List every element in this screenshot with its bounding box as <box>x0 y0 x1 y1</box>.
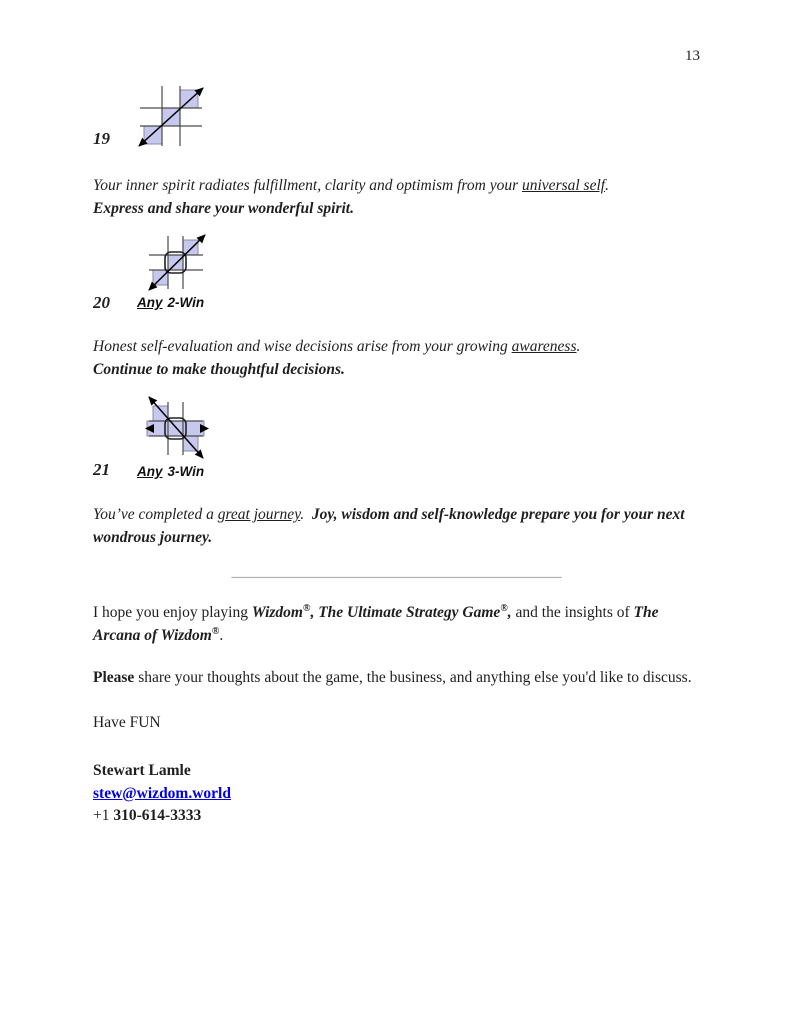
have-fun-line: Have FUN <box>93 714 161 731</box>
closing-text: I hope you enjoy playing <box>93 604 252 621</box>
caption-any-label: Any <box>137 464 163 479</box>
closing-text: and the insights of <box>511 604 634 621</box>
item-20-caption <box>137 295 209 311</box>
caption-win-label: 3-Win <box>167 464 205 479</box>
item-20-number: 20 <box>93 293 110 312</box>
diagonal-three-in-a-row-win-icon <box>135 84 207 150</box>
closing-text: share your thoughts about the game, the business, and anything else you'd like to discuss. <box>134 669 692 686</box>
description-text: . <box>300 506 312 523</box>
underlined-phrase: universal self <box>522 177 606 194</box>
email-link[interactable]: stew@wizdom.world <box>93 784 231 802</box>
advice-text: Joy, wisdom and self-knowledge prepare you for your next wondrous journey. <box>93 506 685 546</box>
signature-block <box>93 760 700 828</box>
item-21-description <box>93 503 700 549</box>
page-number: 13 <box>685 48 700 64</box>
phone-number: 310-614-3333 <box>113 807 202 824</box>
closing-paragraph-1 <box>93 601 700 647</box>
description-text: You’ve completed a <box>93 506 218 523</box>
please-emphasis: Please <box>93 669 135 686</box>
item-21 <box>93 393 700 481</box>
item-21-caption <box>137 464 209 480</box>
any-2-win-icon <box>137 232 209 311</box>
signature-name: Stewart Lamle <box>93 762 191 779</box>
any-3-win-icon <box>137 393 209 480</box>
advice-text: Continue to make thoughtful decisions. <box>93 361 345 378</box>
signature-phone-line <box>93 805 700 828</box>
description-text: Your inner spirit radiates fulfillment, clarity and optimism from your <box>93 177 522 194</box>
underlined-phrase: great journey <box>217 506 301 523</box>
book-title: The Arcana of Wizdom® <box>93 604 659 644</box>
item-21-number: 21 <box>93 460 110 479</box>
item-19-description <box>93 174 700 220</box>
closing-text: . <box>219 627 224 644</box>
advice-text: Express and share your wonderful spirit. <box>93 200 354 217</box>
item-19-number: 19 <box>93 129 110 148</box>
item-19 <box>93 84 700 150</box>
caption-any-label: Any <box>137 295 163 310</box>
underlined-phrase: awareness <box>511 338 577 355</box>
phone-country-code: +1 <box>93 807 114 824</box>
closing-paragraph-2 <box>93 666 700 689</box>
section-divider: ____________________________________________ <box>231 564 562 580</box>
description-text: . <box>605 177 609 194</box>
description-text: Honest self-evaluation and wise decisions arise from your growing <box>93 338 512 355</box>
item-20 <box>93 232 700 314</box>
game-title: Wizdom®, The Ultimate Strategy Game®, <box>251 602 512 621</box>
signature-email-line <box>93 783 700 806</box>
description-text: . <box>576 338 581 355</box>
caption-win-label: 2-Win <box>167 295 205 310</box>
item-20-description <box>93 335 700 381</box>
